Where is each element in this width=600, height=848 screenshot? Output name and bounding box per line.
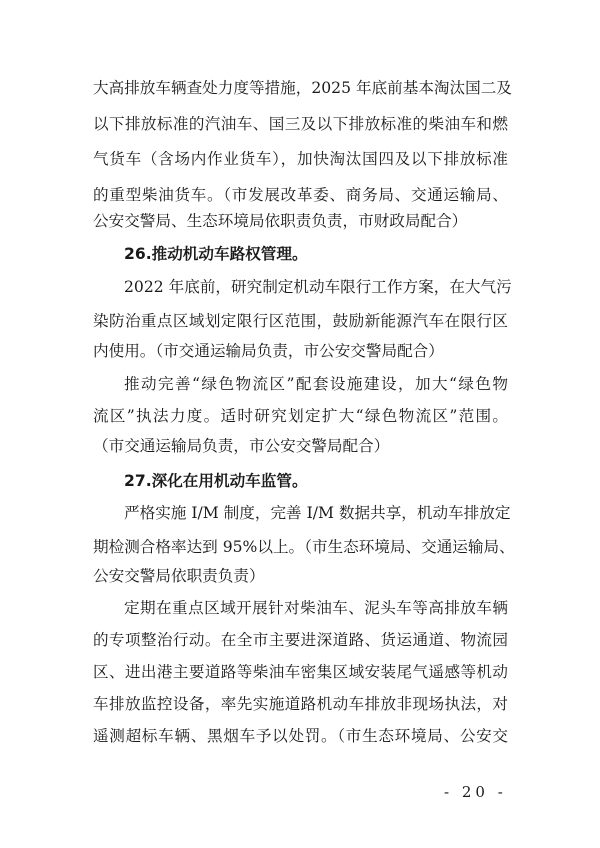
para2-line-2: 染防治重点区域划定限行区范围，鼓励新能源汽车在限行区 bbox=[93, 312, 508, 330]
para5-line-5: 遥测超标车辆、黑烟车予以处罚。（市生态环境局、公安交 bbox=[93, 727, 508, 745]
para1-line-2: 以下排放标准的汽油车、国三及以下排放标准的柴油车和燃 bbox=[93, 115, 508, 133]
page-number: - 20 - bbox=[444, 783, 507, 801]
para4-line-2: 期检测合格率达到 95%以上。（市生态环境局、交通运输局、 bbox=[93, 538, 515, 556]
para1-line-3: 气货车（含场内作业货车），加快淘汰国四及以下排放标准 bbox=[93, 150, 508, 168]
para3-line-1: 推动完善“绿色物流区”配套设施建设，加大“绿色物 bbox=[124, 375, 508, 393]
para3-line-3: （市交通运输局负责，市公安交警局配合） bbox=[93, 437, 390, 455]
para5-line-1: 定期在重点区域开展针对柴油车、泥头车等高排放车辆 bbox=[124, 599, 508, 617]
para1-line-5: 公安交警局、生态环境局依职责负责，市财政局配合） bbox=[93, 212, 468, 230]
para5-line-4: 车排放监控设备，率先实施道路机动车排放非现场执法，对 bbox=[93, 695, 508, 713]
section-heading-26: 26.推动机动车路权管理。 bbox=[124, 245, 308, 263]
para2-line-3: 内使用。（市交通运输局负责，市公安交警局配合） bbox=[93, 342, 444, 360]
para5-line-2: 的专项整治行动。在全市主要进深道路、货运通道、物流园 bbox=[93, 631, 508, 649]
para2-line-1: 2022 年底前，研究制定机动车限行工作方案，在大气污 bbox=[124, 278, 512, 296]
para3-line-2: 流区”执法力度。适时研究划定扩大“绿色物流区”范围。 bbox=[93, 407, 508, 425]
para1-line-1: 大高排放车辆查处力度等措施，2025 年底前基本淘汰国二及 bbox=[93, 79, 512, 97]
section-heading-27: 27.深化在用机动车监管。 bbox=[124, 472, 308, 490]
para4-line-3: 公安交警局依职责负责） bbox=[93, 567, 265, 585]
para5-line-3: 区、进出港主要道路等柴油车密集区域安装尾气遥感等机动 bbox=[93, 663, 508, 681]
para1-line-4: 的重型柴油货车。（市发展改革委、商务局、交通运输局、 bbox=[93, 186, 508, 204]
para4-line-1: 严格实施 I/M 制度，完善 I/M 数据共享，机动车排放定 bbox=[124, 504, 511, 522]
